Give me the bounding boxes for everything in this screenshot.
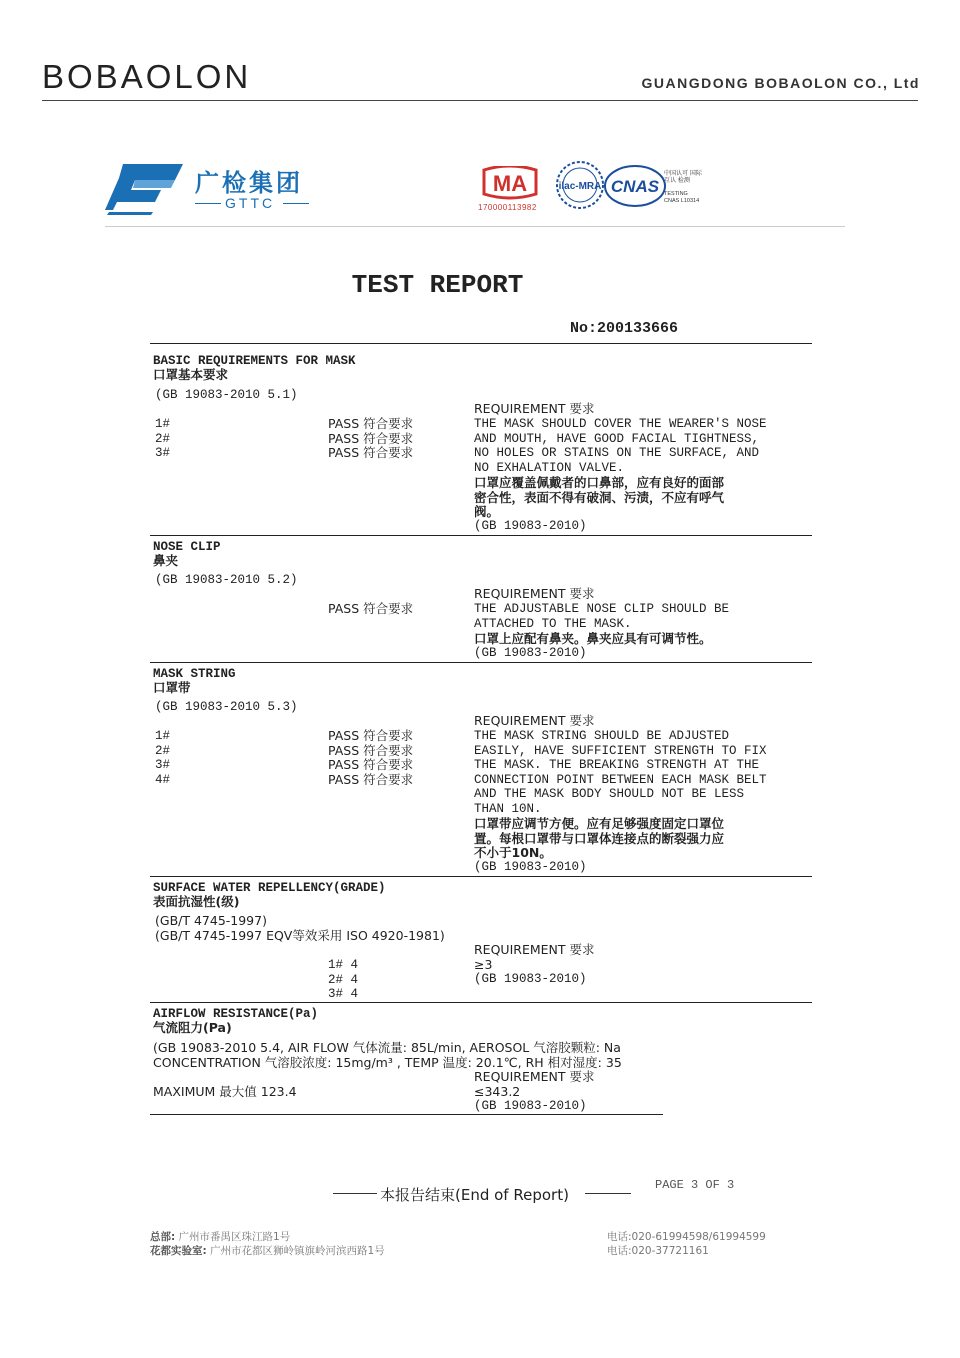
- s4-title-cn: 表面抗湿性(级): [153, 894, 240, 909]
- ilac-mra-logo-icon: [555, 160, 605, 210]
- s3-standard: (GB 19083-2010 5.3): [155, 700, 298, 714]
- s5-req-label: REQUIREMENT 要求: [474, 1069, 595, 1084]
- gttc-line-right: [283, 203, 309, 204]
- end-of-report: 本报告结束(End of Report): [380, 1186, 569, 1204]
- cnas-small-text: 中国认可 国际互认 检测: [664, 170, 702, 184]
- section-divider: [150, 343, 812, 344]
- gttc-chinese-name: 广检集团: [195, 169, 303, 197]
- cma-number: 170000113982: [478, 203, 537, 212]
- s1-title-cn: 口罩基本要求: [153, 367, 229, 382]
- s3-title-en: MASK STRING: [153, 667, 236, 681]
- gttc-english-name: GTTC: [225, 195, 276, 211]
- section-divider: [150, 662, 812, 663]
- s3-req-std: (GB 19083-2010): [474, 860, 587, 874]
- s3-req-label: REQUIREMENT 要求: [474, 713, 595, 728]
- s3-req-en: THE MASK STRING SHOULD BE ADJUSTED EASILY, HAVE SUFFICIENT STRENGTH TO FIX THE MASK. THE BREAKING STRENGTH AT THE CONNECTION POINT BETWEEN EACH MASK BELT AND THE MASK BODY SHOULD NOT BE LESS THAN 10N.: [474, 729, 767, 816]
- s2-req-label: REQUIREMENT 要求: [474, 586, 595, 601]
- footer-hq-label: 总部:: [150, 1231, 176, 1243]
- cnas-logo-icon: [604, 163, 666, 209]
- footer-hq: [150, 1229, 290, 1244]
- s3-req-cn: 口罩带应调节方便。应有足够强度固定口罩位 置。每根口罩带与口罩体连接点的断裂强力应 不小于10N。: [474, 816, 725, 861]
- page-number: PAGE 3 OF 3: [655, 1178, 735, 1192]
- gttc-line-left: [195, 203, 221, 204]
- section-divider: [150, 1114, 663, 1115]
- footer-hq-address: 广州市番禺区珠江路1号: [178, 1231, 291, 1243]
- s2-req-en: THE ADJUSTABLE NOSE CLIP SHOULD BE ATTACHED TO THE MASK.: [474, 602, 730, 631]
- cma-logo-icon: [478, 166, 542, 200]
- s1-req-en: THE MASK SHOULD COVER THE WEARER'S NOSE AND MOUTH, HAVE GOOD FACIAL TIGHTNESS, NO HOLES OR STAINS ON THE SURFACE, AND NO EXHALATION VALVE.: [474, 417, 767, 475]
- footer-lab-address: 广州市花都区狮岭镇旗岭河滨西路1号: [210, 1245, 385, 1257]
- s5-title-en: AIRFLOW RESISTANCE(Pa): [153, 1007, 319, 1021]
- s5-req-value: ≤343.2: [474, 1084, 521, 1099]
- s2-req-cn: 口罩上应配有鼻夹。鼻夹应具有可调节性。: [474, 631, 712, 646]
- section-divider: [150, 1002, 812, 1003]
- footer-phone-1: 电话:020-61994598/61994599: [607, 1231, 766, 1243]
- s4-title-en: SURFACE WATER REPELLENCY(GRADE): [153, 881, 386, 895]
- s1-req-std: (GB 19083-2010): [474, 519, 587, 533]
- s1-req-label: REQUIREMENT 要求: [474, 401, 595, 416]
- s3-title-cn: 口罩带: [153, 680, 191, 695]
- company-name: GUANGDONG BOBAOLON CO., Ltd: [641, 75, 920, 91]
- end-line-left: [333, 1193, 377, 1194]
- svg-text:MA: MA: [492, 171, 528, 196]
- end-line-right: [585, 1193, 631, 1194]
- s4-req-label: REQUIREMENT 要求: [474, 942, 595, 957]
- s1-samples: 1# 2# 3#: [155, 417, 171, 461]
- report-title: TEST REPORT: [351, 270, 524, 300]
- report-number: No:200133666: [570, 320, 679, 337]
- s2-standard: (GB 19083-2010 5.2): [155, 573, 298, 587]
- s5-title-cn: 气流阻力(Pa): [153, 1020, 232, 1035]
- cnas-code: CNAS L10314: [664, 198, 700, 204]
- s3-results: PASS 符合要求 PASS 符合要求 PASS 符合要求 PASS 符合要求: [328, 728, 414, 787]
- s2-title-en: NOSE CLIP: [153, 540, 221, 554]
- s5-conditions: (GB 19083-2010 5.4, AIR FLOW 气体流量: 85L/min, AEROSOL 气溶胶颗粒: Na CONCENTRATION 气溶胶浓度: 15mg/m³ , TEMP 温度: 20.1℃, RH 相对湿度: 35: [153, 1040, 622, 1070]
- s1-title-en: BASIC REQUIREMENTS FOR MASK: [153, 354, 356, 368]
- s5-req-std: (GB 19083-2010): [474, 1099, 587, 1113]
- cert-divider: [105, 226, 845, 227]
- svg-text:ilac-MRA: ilac-MRA: [558, 181, 602, 192]
- s5-max-value: MAXIMUM 最大值 123.4: [153, 1084, 297, 1099]
- cnas-testing: TESTING: [664, 191, 688, 197]
- s3-samples: 1# 2# 3# 4#: [155, 729, 171, 787]
- gttc-logo-icon: [105, 160, 185, 215]
- s4-req-value: ≥3: [474, 957, 493, 972]
- section-divider: [150, 535, 812, 536]
- s1-req-cn: 口罩应覆盖佩戴者的口鼻部，应有良好的面部 密合性，表面不得有破洞、污渍，不应有呼气 阀。: [474, 475, 725, 520]
- s4-standard: (GB/T 4745-1997) (GB/T 4745-1997 EQV等效采用 ISO 4920-1981): [155, 913, 445, 943]
- footer-phone-2: 电话:020-37721161: [607, 1245, 709, 1257]
- header-divider: [42, 100, 918, 101]
- footer-lab: [150, 1243, 385, 1258]
- section-divider: [150, 876, 812, 877]
- svg-text:CNAS: CNAS: [610, 177, 660, 196]
- s1-results: PASS 符合要求 PASS 符合要求 PASS 符合要求: [328, 416, 414, 461]
- footer-lab-label: 花都实验室:: [150, 1245, 207, 1257]
- s4-req-std: (GB 19083-2010): [474, 972, 587, 986]
- brand-logo-text: BOBAOLON: [42, 58, 252, 95]
- s2-results: PASS 符合要求: [328, 601, 414, 616]
- s2-title-cn: 鼻夹: [153, 553, 179, 568]
- s2-req-std: (GB 19083-2010): [474, 646, 587, 660]
- s4-results: 1# 4 2# 4 3# 4: [328, 958, 359, 1002]
- s1-standard: (GB 19083-2010 5.1): [155, 388, 298, 402]
